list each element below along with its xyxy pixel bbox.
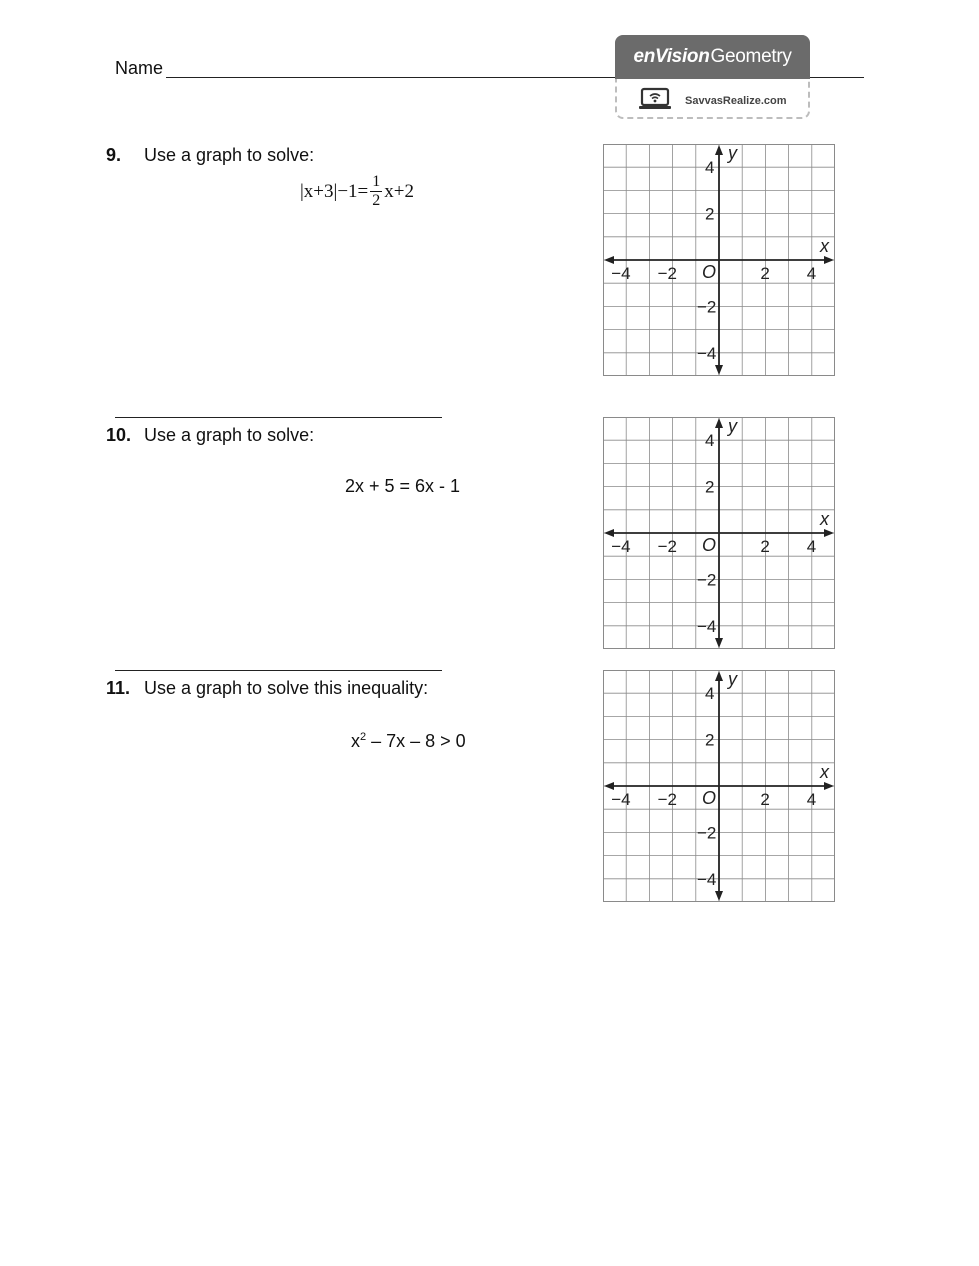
origin-label: O — [702, 535, 717, 555]
y-tick-label: 4 — [705, 684, 715, 704]
question-11-inequality — [351, 731, 466, 752]
y-tick-label: 4 — [705, 431, 715, 451]
question-10-number: 10. — [106, 425, 132, 445]
x-tick-label: 4 — [806, 790, 817, 809]
x-tick-label: −2 — [657, 537, 677, 556]
y-axis-label: y — [728, 670, 737, 689]
inequality-rest: – 7x – 8 > 0 — [366, 731, 466, 751]
laptop-wifi-icon — [639, 87, 671, 114]
inequality-exponent: 2 — [360, 731, 367, 743]
origin-label: O — [702, 262, 717, 282]
brand-title-rest: Geometry — [710, 46, 792, 67]
envision-brand-badge — [615, 35, 810, 119]
name-label: Name — [115, 58, 164, 78]
brand-title-bold: enVision — [633, 46, 710, 67]
grid-svg — [603, 417, 835, 649]
x-axis-label: x — [820, 236, 829, 256]
grid-svg — [603, 670, 835, 902]
grid-svg — [603, 144, 835, 376]
y-tick-label: 2 — [705, 730, 715, 750]
answer-line-q10[interactable] — [115, 670, 442, 671]
x-tick-label: −4 — [611, 537, 631, 556]
x-tick-label: 4 — [806, 264, 817, 283]
x-tick-label: −2 — [657, 790, 677, 809]
coordinate-grid-q11[interactable] — [603, 670, 835, 902]
fraction-numerator: 1 — [372, 173, 381, 190]
question-9-number: 9. — [106, 145, 122, 165]
coordinate-grid-q10[interactable] — [603, 417, 835, 649]
y-tick-label: −2 — [697, 570, 717, 590]
y-tick-label: −4 — [697, 869, 717, 889]
equation-lhs: |x+3|−1= — [300, 180, 369, 202]
x-axis-label: x — [820, 509, 829, 529]
y-axis-label: y — [728, 144, 737, 163]
x-axis-label: x — [820, 762, 829, 782]
y-tick-label: 4 — [705, 158, 715, 178]
brand-site: SavvasRealize.com — [685, 94, 787, 107]
y-axis-label: y — [728, 417, 737, 436]
y-tick-label: 2 — [705, 204, 715, 224]
question-9-prompt: Use a graph to solve: — [144, 145, 315, 165]
x-tick-label: 2 — [760, 790, 770, 809]
y-tick-label: −4 — [697, 343, 717, 363]
equation-fraction — [370, 174, 382, 209]
brand-title — [615, 35, 810, 79]
y-tick-label: −2 — [697, 297, 717, 317]
answer-line-q9[interactable] — [115, 417, 442, 418]
coordinate-grid-q9[interactable] — [603, 144, 835, 376]
inequality-base: x — [351, 731, 360, 751]
y-tick-label: 2 — [705, 477, 715, 497]
equation-rhs: x+2 — [384, 180, 414, 202]
question-9-equation — [300, 174, 414, 209]
x-tick-label: −4 — [611, 790, 631, 809]
question-11-prompt: Use a graph to solve this inequality: — [144, 678, 429, 698]
x-tick-label: 4 — [806, 537, 817, 556]
question-11-number: 11. — [106, 678, 131, 698]
x-tick-label: 2 — [760, 537, 770, 556]
question-10-prompt: Use a graph to solve: — [144, 425, 315, 445]
origin-label: O — [702, 788, 717, 808]
x-tick-label: 2 — [760, 264, 770, 283]
question-10-equation: 2x + 5 = 6x - 1 — [345, 476, 461, 496]
x-tick-label: −4 — [611, 264, 631, 283]
fraction-denominator: 2 — [372, 192, 381, 209]
y-tick-label: −2 — [697, 823, 717, 843]
x-tick-label: −2 — [657, 264, 677, 283]
y-tick-label: −4 — [697, 616, 717, 636]
